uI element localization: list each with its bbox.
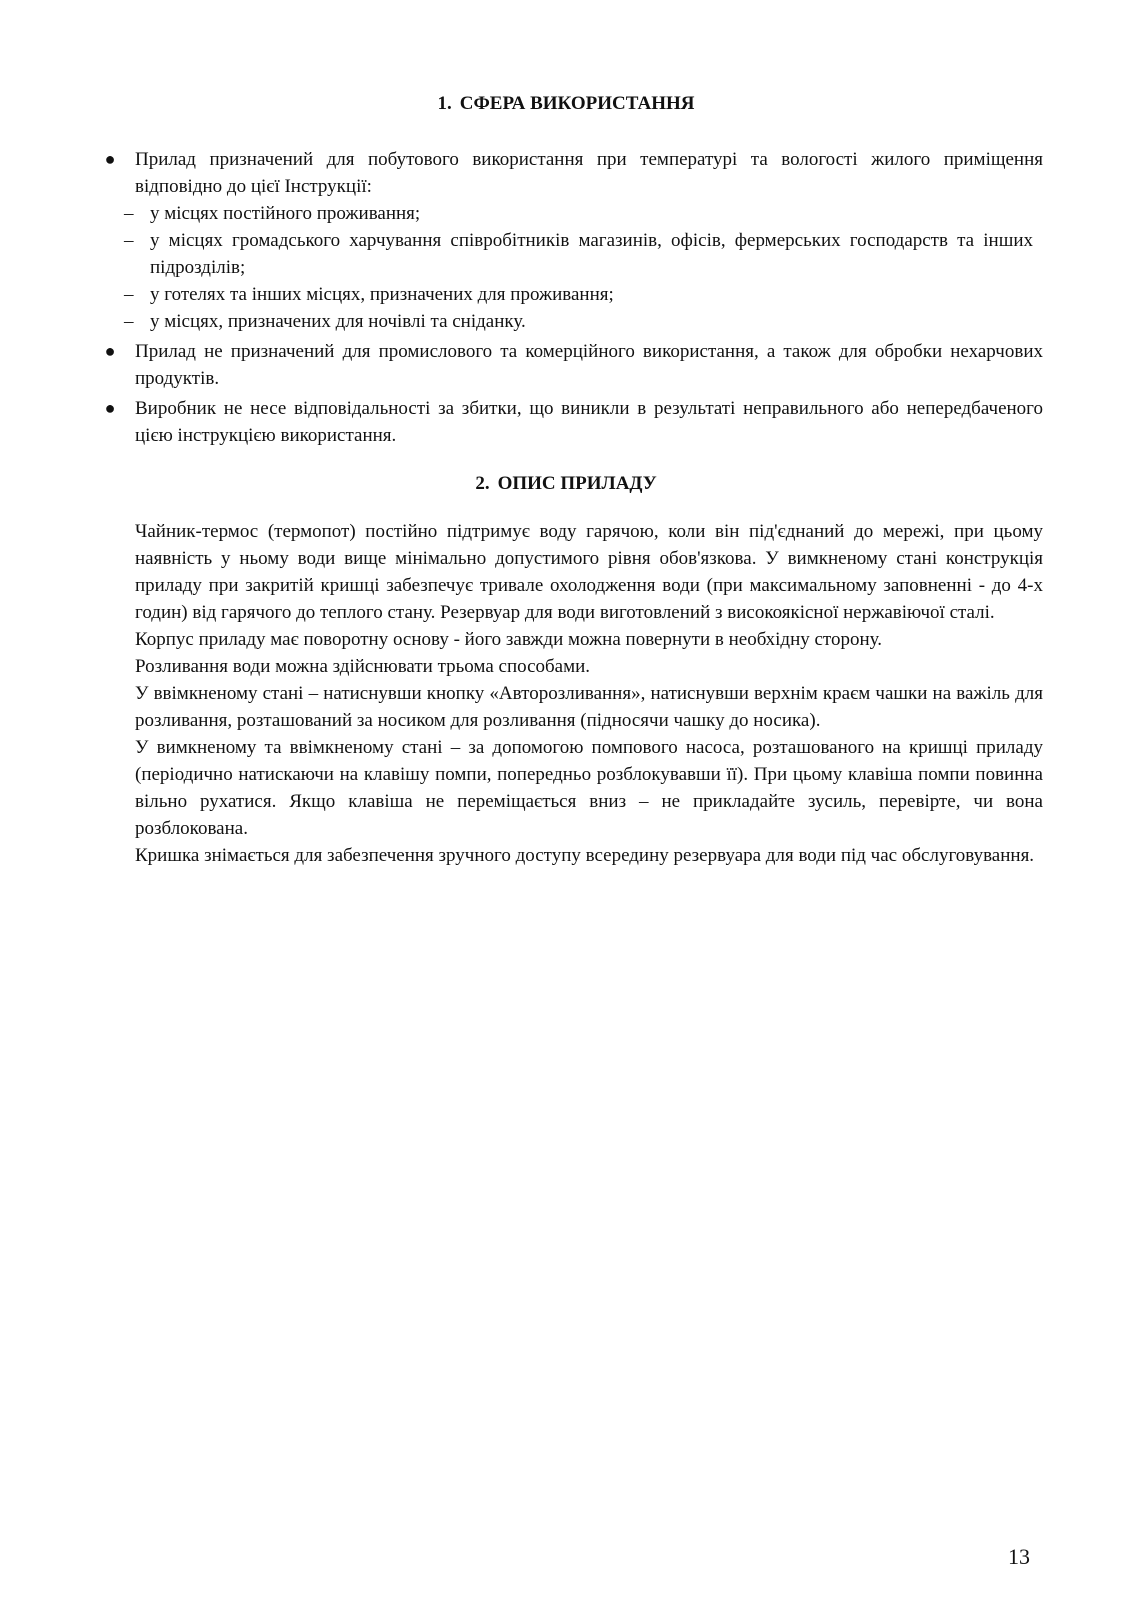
bullet-icon: ● — [104, 149, 116, 169]
bullet-item-household-use — [100, 146, 1043, 335]
bullet-item-liability — [100, 395, 1043, 449]
bullet-icon: ● — [104, 398, 116, 418]
section-1-heading — [0, 92, 1132, 116]
sub-item-text: у готелях та інших місцях, призначених для проживання; — [150, 284, 614, 305]
dash-icon: – — [124, 230, 134, 251]
bullet-text: Виробник не несе відповідальності за збитки, що виникли в результаті неправильного або непередбаченого цією інструкцією використання. — [135, 398, 1043, 446]
paragraph-thermopot-intro: Чайник-термос (термопот) постійно підтримує воду гарячою, коли він під'єднаний до мережі, при цьому наявність у ньому води вище мінімально допустимого рівня обов'язкова. У вимкненому стані конструкція приладу при закритій кришці забезпечує тривале охолодження води (при максимальному заповненні - до 4-х годин) від гарячого до теплого стану. Резервуар для води виготовлений з високоякісної нержавіючої сталі. — [135, 521, 1043, 623]
dash-icon: – — [124, 203, 134, 224]
sub-item-hotels — [100, 281, 1043, 308]
paragraph-pouring-methods: Розливання води можна здійснювати трьома способами. — [135, 656, 591, 677]
sub-item-text: у місцях постійного проживання; — [150, 203, 421, 224]
sub-item-permanent-residence — [100, 200, 1043, 227]
bullet-item-not-industrial — [100, 338, 1043, 392]
bullet-icon: ● — [104, 341, 116, 361]
sub-item-text: у місцях, призначених для ночівлі та сніданку. — [150, 311, 526, 332]
section-2-number: 2. — [475, 473, 490, 494]
bullet-text: Прилад не призначений для промислового та комерційного використання, а також для обробки нехарчових продуктів. — [135, 341, 1043, 389]
paragraph-pump: У вимкненому та ввімкненому стані – за допомогою помпового насоса, розташованого на кришці приладу (періодично натискаючи на клавішу помпи, попередньо розблокувавши її). При цьому клавіша помпи повинна вільно рухатися. Якщо клавіша не переміщається вниз – не прикладайте зусиль, перевірте, чи вона розблокована. — [135, 737, 1043, 839]
section-2-heading — [0, 472, 1132, 496]
usage-places-list — [124, 200, 1043, 335]
usage-bullet-list — [100, 146, 1043, 452]
paragraph-auto-pour: У ввімкненому стані – натиснувши кнопку «Авторозливання», натиснувши верхнім краєм чашки на важіль для розливання, розташований за носиком для розливання (підносячи чашку до носика). — [135, 683, 1043, 731]
dash-icon: – — [124, 311, 134, 332]
section-1-title: СФЕРА ВИКОРИСТАННЯ — [459, 93, 695, 114]
dash-icon: – — [124, 284, 134, 305]
paragraph-removable-lid: Кришка знімається для забезпечення зручного доступу всередину резервуара для води під час обслуговування. — [135, 845, 1035, 866]
section-1-number: 1. — [437, 93, 452, 114]
paragraph-rotating-base: Корпус приладу має поворотну основу - його завжди можна повернути в необхідну сторону. — [135, 629, 883, 650]
sub-item-bed-and-breakfast — [100, 308, 1043, 335]
bullet-text: Прилад призначений для побутового використання при температурі та вологості жилого приміщення відповідно до цієї Інструкції: — [135, 149, 1043, 197]
device-description — [135, 518, 1043, 869]
section-2-title: ОПИС ПРИЛАДУ — [497, 473, 657, 494]
page-number: 13 — [1008, 1544, 1030, 1569]
sub-item-catering — [100, 227, 1043, 281]
sub-item-text: у місцях громадського харчування співробітників магазинів, офісів, фермерських господарств та інших підрозділів; — [150, 230, 1033, 278]
